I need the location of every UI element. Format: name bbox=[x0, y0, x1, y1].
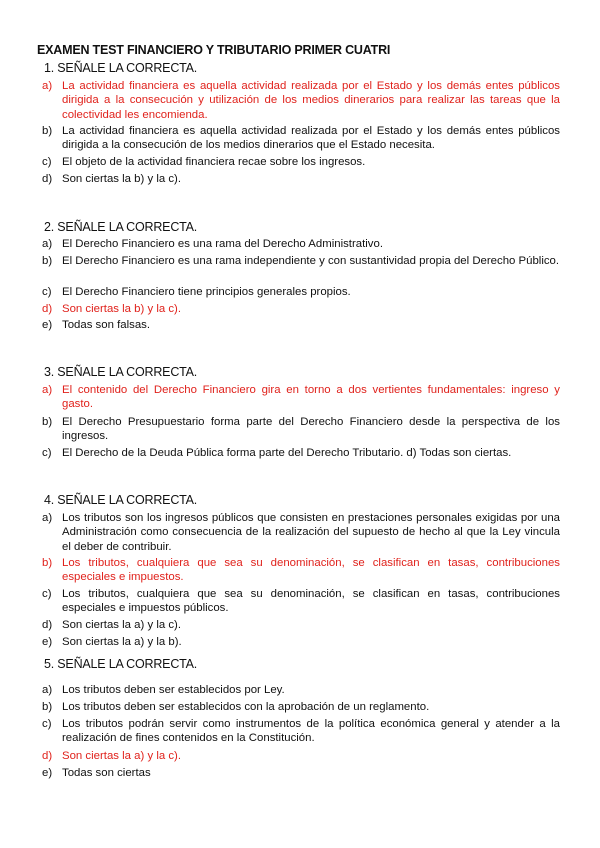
option-text: La actividad financiera es aquella actividad realizada por el Estado y los demás entes públicos dirigida a la consecución de los medios dinerarios que el Estado necesita. bbox=[62, 125, 560, 152]
option-text: Los tributos, cualquiera que sea su denominación, se clasifican en tasas, contribuciones especiales e impuestos públicos. bbox=[62, 588, 560, 615]
option-text: El Derecho Financiero es una rama del Derecho Administrativo. bbox=[62, 238, 383, 250]
option-text: Son ciertas la a) y la c). bbox=[62, 619, 182, 631]
option-letter: e) bbox=[42, 319, 53, 331]
option-text: Los tributos son los ingresos públicos que consisten en prestaciones personales exigidas por una Administración como consecuencia de la realización del supuesto de hecho al que la Ley vincula el deber de contribuir. bbox=[62, 512, 560, 553]
question-5-option-e bbox=[42, 766, 560, 780]
question-3-option-b bbox=[42, 415, 560, 444]
option-text: Los tributos, cualquiera que sea su denominación, se clasifican en tasas, contribuciones especiales e impuestos. bbox=[62, 557, 560, 584]
option-letter: d) bbox=[42, 619, 53, 631]
question-4-option-c bbox=[42, 587, 560, 616]
option-letter: b) bbox=[42, 255, 53, 267]
question-2-title: 2. SEÑALE LA CORRECTA. bbox=[44, 220, 198, 234]
option-text: El Derecho Presupuestario forma parte del Derecho Financiero desde la perspectiva de los ingresos. bbox=[62, 416, 560, 443]
question-1-option-d bbox=[42, 172, 560, 186]
option-letter: d) bbox=[42, 303, 53, 315]
option-letter: b) bbox=[42, 416, 53, 428]
question-2-option-c bbox=[42, 285, 560, 299]
option-letter: c) bbox=[42, 588, 52, 600]
question-3-title: 3. SEÑALE LA CORRECTA. bbox=[44, 365, 198, 379]
option-letter: a) bbox=[42, 80, 53, 92]
question-1-option-a bbox=[42, 79, 560, 122]
question-5-option-a bbox=[42, 683, 560, 697]
question-5-option-b bbox=[42, 700, 560, 714]
option-text: Son ciertas la a) y la b). bbox=[62, 636, 182, 648]
question-1-title: 1. SEÑALE LA CORRECTA. bbox=[44, 61, 198, 75]
option-letter: c) bbox=[42, 156, 52, 168]
document-title: EXAMEN TEST FINANCIERO Y TRIBUTARIO PRIMER CUATRI bbox=[37, 43, 391, 57]
option-letter: c) bbox=[42, 718, 52, 730]
option-text: El Derecho Financiero tiene principios generales propios. bbox=[62, 286, 351, 298]
option-letter: a) bbox=[42, 684, 53, 696]
option-text: Los tributos deben ser establecidos con la aprobación de un reglamento. bbox=[62, 701, 430, 713]
question-5-option-c bbox=[42, 717, 560, 746]
option-letter: d) bbox=[42, 173, 53, 185]
option-text: El contenido del Derecho Financiero gira en torno a dos vertientes fundamentales: ingreso y gasto. bbox=[62, 384, 560, 411]
question-2-option-e bbox=[42, 318, 560, 332]
question-1-option-c bbox=[42, 155, 560, 169]
option-text: Son ciertas la a) y la c). bbox=[62, 750, 182, 762]
option-text: Son ciertas la b) y la c). bbox=[62, 303, 182, 315]
question-3-option-a bbox=[42, 383, 560, 412]
option-letter: b) bbox=[42, 701, 53, 713]
option-text: Todas son falsas. bbox=[62, 319, 151, 331]
option-letter: b) bbox=[42, 557, 53, 569]
option-letter: b) bbox=[42, 125, 53, 137]
option-text: El Derecho de la Deuda Pública forma parte del Derecho Tributario. d) Todas son ciertas. bbox=[62, 447, 512, 459]
question-2-option-b bbox=[42, 254, 560, 268]
question-4-option-b bbox=[42, 556, 560, 585]
option-text: Son ciertas la b) y la c). bbox=[62, 173, 182, 185]
option-text: Los tributos deben ser establecidos por Ley. bbox=[62, 684, 285, 696]
option-letter: a) bbox=[42, 384, 53, 396]
question-2-option-d bbox=[42, 302, 560, 316]
question-2-option-a bbox=[42, 237, 560, 251]
option-letter: e) bbox=[42, 636, 53, 648]
option-letter: d) bbox=[42, 750, 53, 762]
option-text: El Derecho Financiero es una rama independiente y con sustantividad propia del Derecho Público. bbox=[62, 255, 560, 267]
question-4-title: 4. SEÑALE LA CORRECTA. bbox=[44, 493, 198, 507]
question-4-option-a bbox=[42, 511, 560, 554]
question-1-option-b bbox=[42, 124, 560, 153]
option-letter: e) bbox=[42, 767, 53, 779]
question-3-option-c bbox=[42, 446, 560, 460]
option-letter: a) bbox=[42, 512, 53, 524]
question-5-title: 5. SEÑALE LA CORRECTA. bbox=[44, 657, 198, 671]
option-text: El objeto de la actividad financiera recae sobre los ingresos. bbox=[62, 156, 366, 168]
option-text: Todas son ciertas bbox=[62, 767, 151, 779]
option-text: Los tributos podrán servir como instrumentos de la política económica general y atender a la realización de fines contenidos en la Constitución. bbox=[62, 718, 560, 745]
option-letter: c) bbox=[42, 286, 52, 298]
question-4-option-e bbox=[42, 635, 560, 649]
option-letter: a) bbox=[42, 238, 53, 250]
option-text: La actividad financiera es aquella actividad realizada por el Estado y los demás entes públicos dirigida a la consecución y utilización de los medios dinerarios para realizar las tareas que la colectividad les encomienda. bbox=[62, 80, 560, 121]
option-letter: c) bbox=[42, 447, 52, 459]
question-4-option-d bbox=[42, 618, 560, 632]
question-5-option-d bbox=[42, 749, 560, 763]
